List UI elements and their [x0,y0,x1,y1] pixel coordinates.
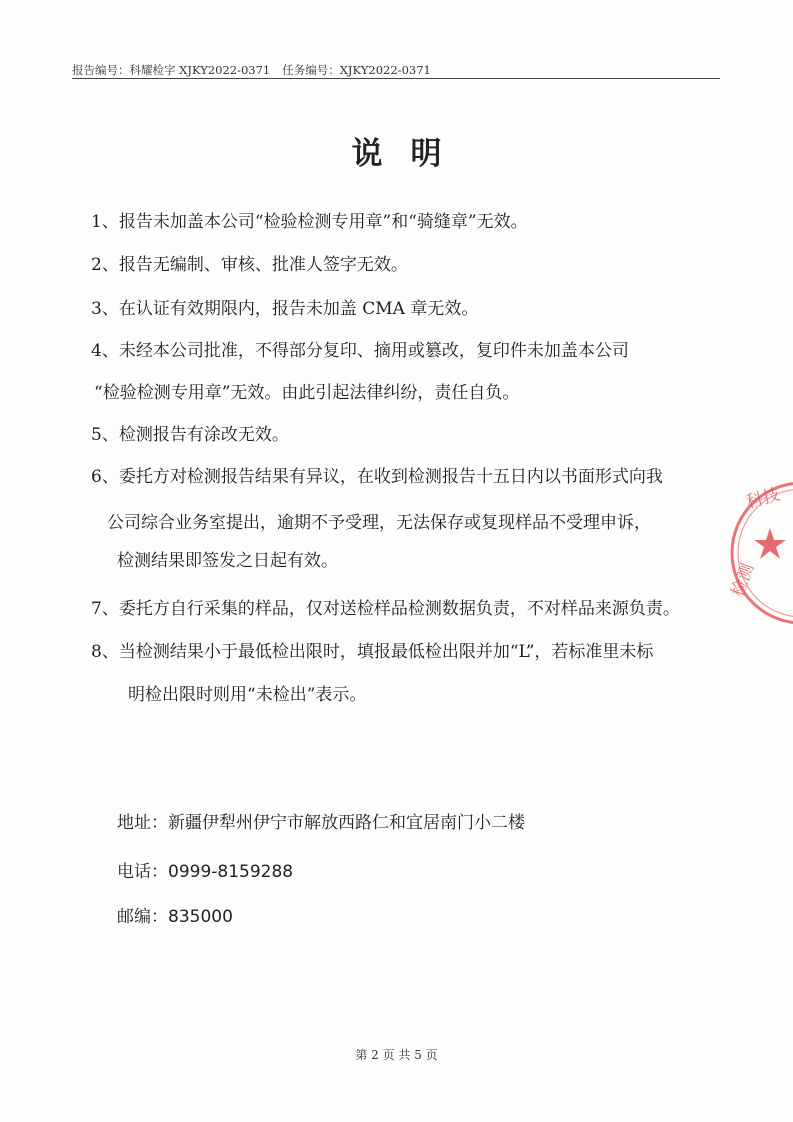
seal-text-bottom: 检测 [727,560,759,600]
report-number: 报告编号：科耀检字 XJKY2022-0371 [72,63,271,77]
company-address: 地址：新疆伊犁州伊宁市解放西路仁和宜居南门小二楼 [117,813,525,833]
seal-star-icon [754,528,786,559]
company-postcode: 邮编：835000 [117,907,233,927]
note-7: 7、委托方自行采集的样品，仅对送检样品检测数据负责，不对样品来源负责。 [91,599,680,619]
note-5: 5、检测报告有涂改无效。 [91,425,289,445]
company-phone: 电话：0999-8159288 [117,862,294,882]
page-title: 说明 [351,136,470,172]
note-6: 6、委托方对检测报告结果有异议，在收到检测报告十五日内以书面形式向我 [91,467,663,487]
header-divider [72,78,720,79]
note-1: 1、报告未加盖本公司“检验检测专用章”和“骑缝章”无效。 [91,212,528,232]
note-3: 3、在认证有效期限内，报告未加盖 CMA 章无效。 [91,299,479,319]
note-4-cont: “检验检测专用章”无效。由此引起法律纠纷，责任自负。 [94,383,520,403]
note-6-cont-2: 检测结果即签发之日起有效。 [117,551,338,571]
note-8: 8、当检测结果小于最低检出限时，填报最低检出限并加“L”，若标准里未标 [91,642,654,662]
note-4: 4、未经本公司批准，不得部分复印、摘用或篡改，复印件未加盖本公司 [91,341,629,361]
page-number: 第 2 页 共 5 页 [355,1048,438,1062]
report-header [72,62,431,78]
note-6-cont-1: 公司综合业务室提出，逾期不予受理，无法保存或复现样品不受理申诉， [107,513,651,533]
task-number: 任务编号：XJKY2022-0371 [282,63,431,77]
note-8-cont: 明检出限时则用“未检出”表示。 [128,685,367,705]
company-seal-partial [722,478,793,628]
seal-text-top: 科技 [744,484,783,513]
note-2: 2、报告无编制、审核、批准人签字无效。 [91,255,408,275]
